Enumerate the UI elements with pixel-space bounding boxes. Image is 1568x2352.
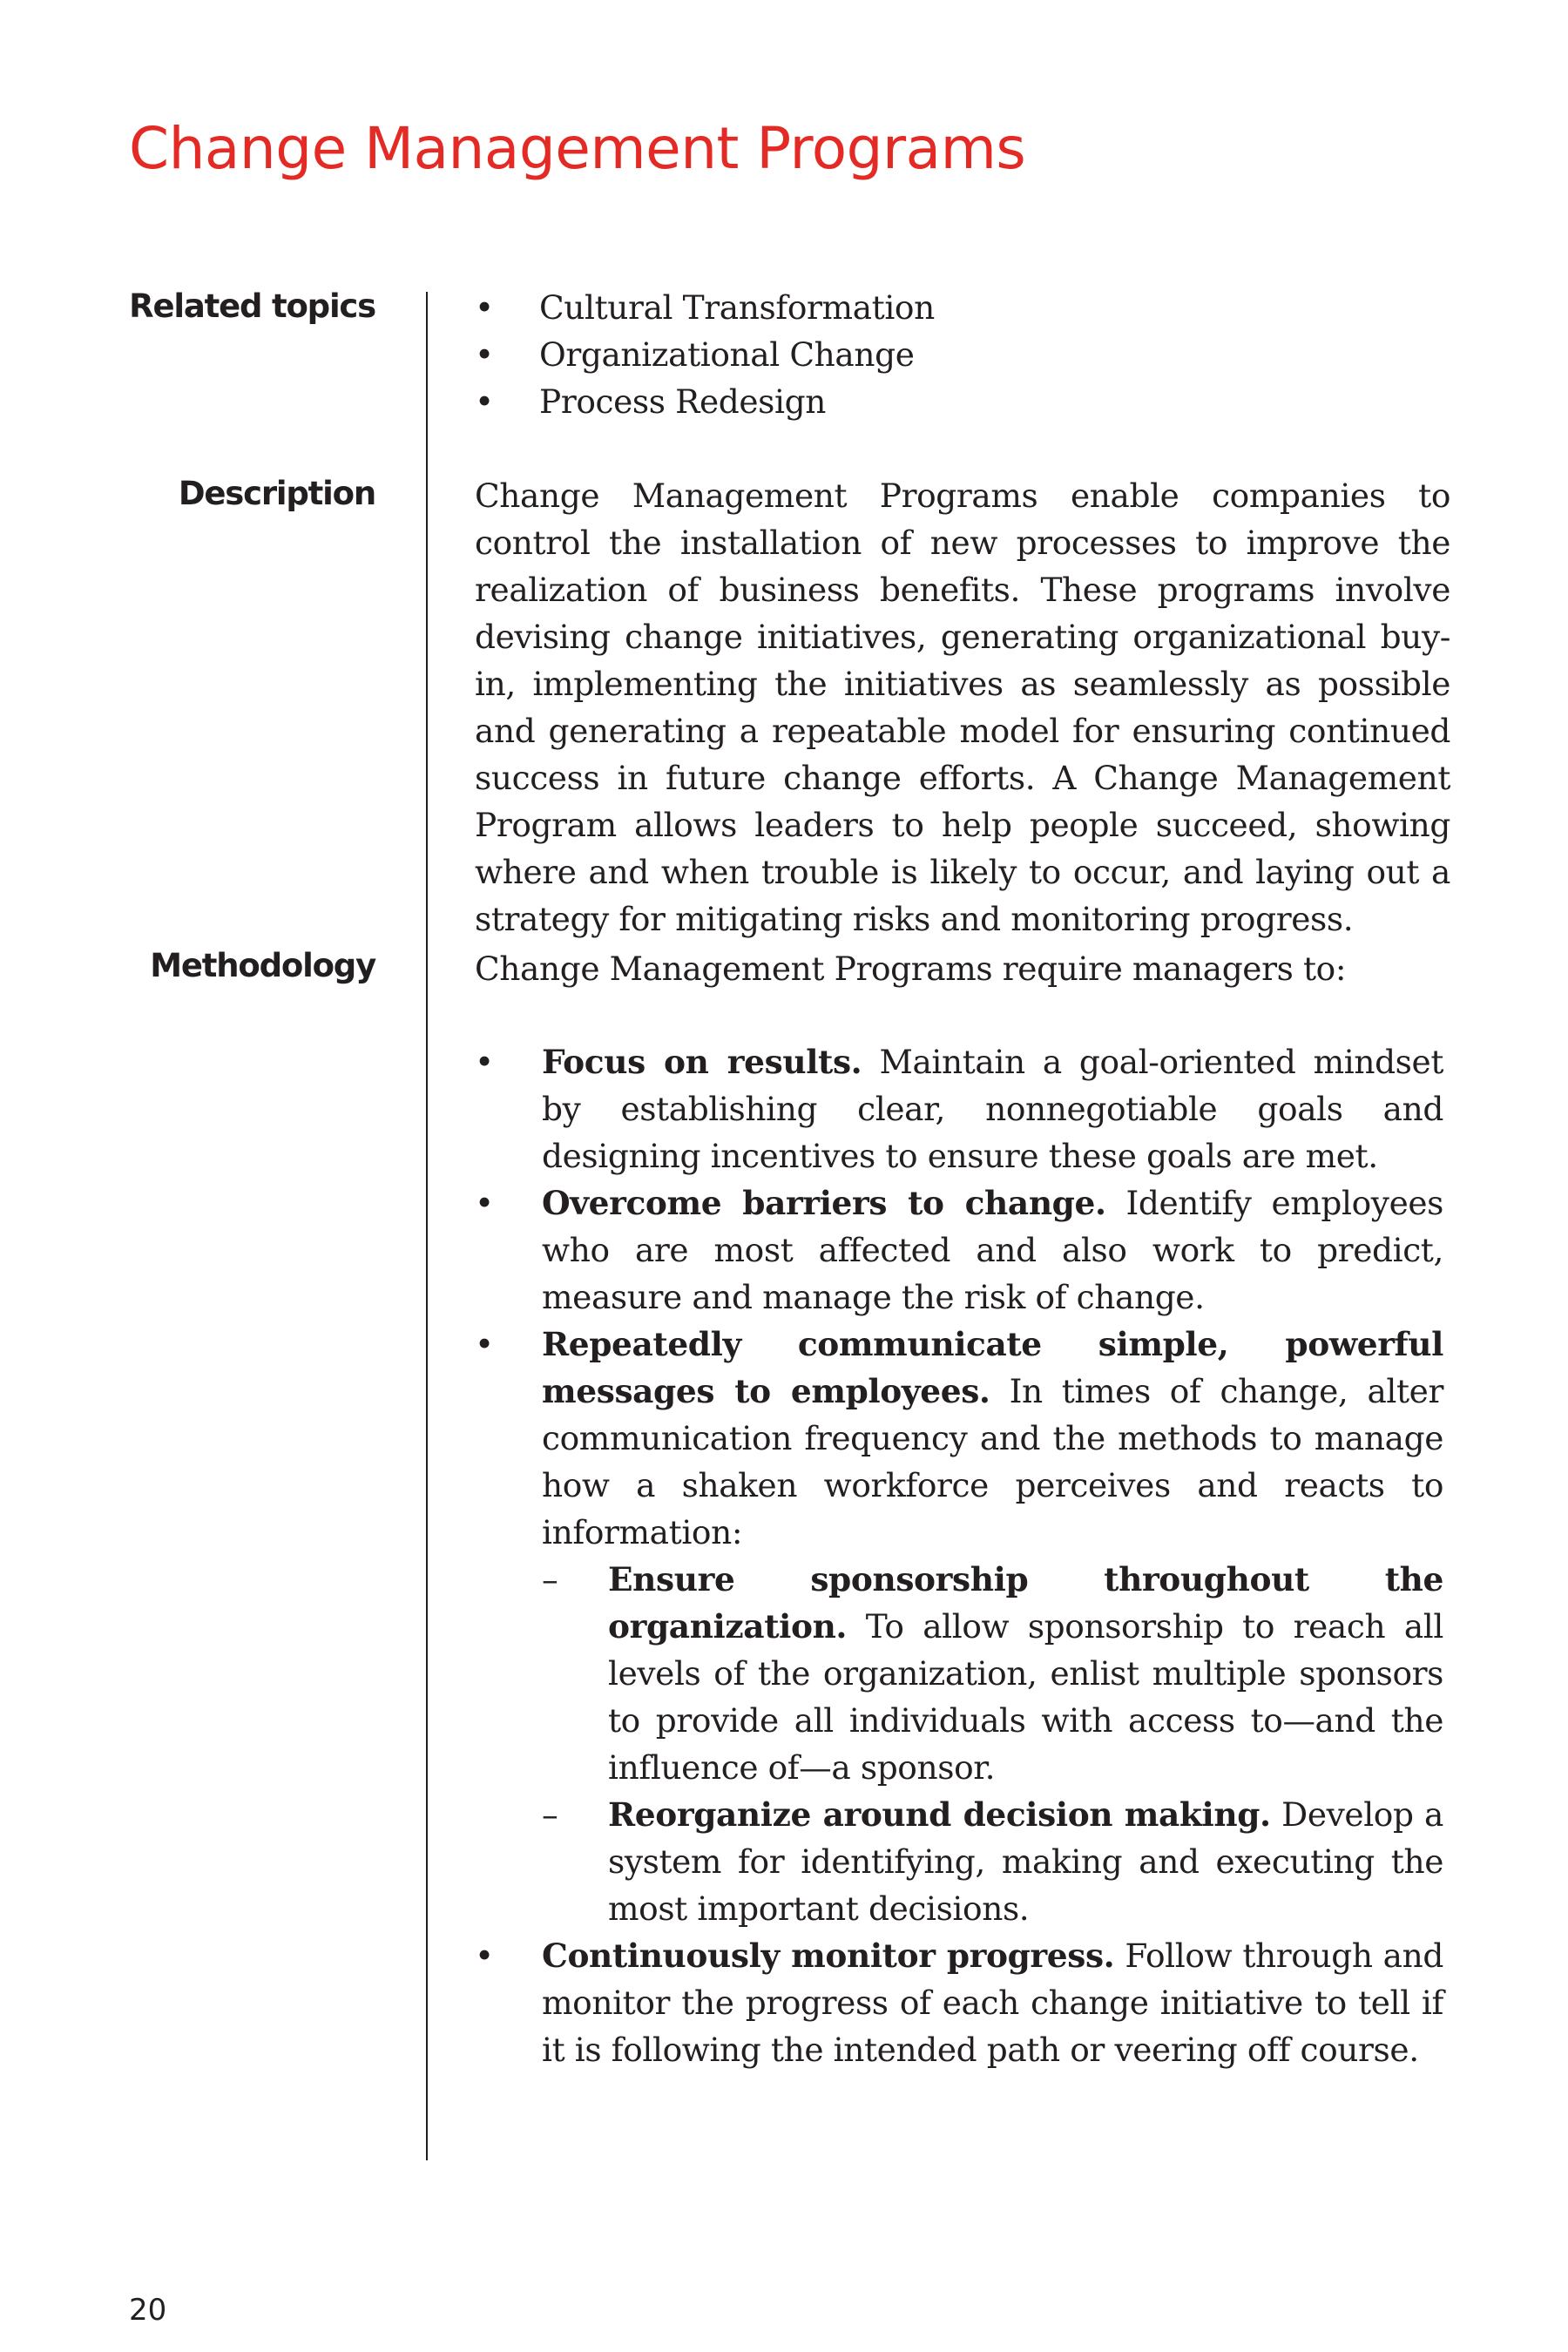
- methodology-list: [475, 1038, 1443, 2073]
- methodology-item: [475, 1179, 1443, 1321]
- methodology-item-text: Follow through and monitor the progress of each change initiative to tell if it is following the intended path or veering off course.: [542, 1936, 1443, 2069]
- related-topic-text: Organizational Change: [539, 335, 915, 374]
- methodology-subitem-heading: Reorganize around decision making.: [608, 1795, 1271, 1834]
- related-topic-item: [475, 284, 1450, 331]
- methodology-item: [475, 1321, 1443, 1932]
- methodology-subitem: [542, 1556, 1443, 1791]
- methodology-item: [475, 1038, 1443, 1179]
- related-topic-item: [475, 378, 1450, 425]
- bullet-glyph: •: [475, 1043, 494, 1081]
- methodology-item: [475, 1932, 1443, 2073]
- methodology-item-text: Identify employees who are most affected and also work to predict, measure and manage the risk of change.: [542, 1184, 1444, 1316]
- bullet-glyph: •: [475, 288, 494, 327]
- methodology-item-text: Maintain a goal-oriented mindset by establishing clear, nonnegotiable goals and designing incentives to ensure these goals are met.: [542, 1043, 1443, 1175]
- methodology-subitem-text: To allow sponsorship to reach all levels of the organization, enlist multiple sponsors to provide all individuals with access to—and the influence of—a sponsor.: [608, 1607, 1443, 1787]
- page-number: 20: [129, 2293, 167, 2328]
- methodology-item-heading: Focus on results.: [542, 1043, 862, 1081]
- dash-glyph: –: [542, 1795, 558, 1834]
- methodology-subitem-text: Develop a system for identifying, making and executing the most important decisions.: [608, 1795, 1443, 1928]
- methodology-item-heading: Continuously monitor progress.: [542, 1936, 1115, 1975]
- description-label: Description: [178, 475, 375, 512]
- description-text: Change Management Programs enable companies to control the installation of new processes to improve the realization of business benefits. These programs involve devising change initiatives, generating organizational buy-in, implementing the initiatives as seamlessly as possible and generating a repeatable model for ensuring continued success in future change efforts. A Change Management Program allows leaders to help people succeed, showing where and when trouble is likely to occur, and laying out a strategy for mitigating risks and monitoring progress.: [475, 476, 1450, 938]
- methodology-intro: Change Management Programs require managers to:: [475, 950, 1347, 988]
- methodology-subitem-heading: Ensure sponsorship throughout the organization.: [608, 1560, 1443, 1646]
- related-topic-item: [475, 331, 1450, 378]
- related-topics-list: [475, 284, 1450, 425]
- page-title: Change Management Programs: [129, 115, 1026, 182]
- methodology-sublist: [542, 1556, 1443, 1932]
- methodology-item-heading: Overcome barriers to change.: [542, 1184, 1106, 1222]
- related-topic-text: Process Redesign: [539, 382, 826, 421]
- bullet-glyph: •: [475, 1325, 494, 1363]
- bullet-glyph: •: [475, 382, 494, 421]
- bullet-glyph: •: [475, 1936, 494, 1975]
- methodology-subitem: [542, 1791, 1443, 1932]
- methodology-item-heading: Repeatedly communicate simple, powerful messages to employees.: [542, 1325, 1443, 1410]
- methodology-item-text: In times of change, alter communication frequency and the methods to manage how a shaken workforce perceives and reacts to information:: [542, 1372, 1443, 1551]
- dash-glyph: –: [542, 1560, 558, 1598]
- related-topic-text: Cultural Transformation: [539, 288, 935, 327]
- related-topics-label: Related topics: [129, 287, 375, 325]
- methodology-label: Methodology: [150, 947, 375, 984]
- bullet-glyph: •: [475, 1184, 494, 1222]
- bullet-glyph: •: [475, 335, 494, 374]
- vertical-divider: [426, 292, 428, 2160]
